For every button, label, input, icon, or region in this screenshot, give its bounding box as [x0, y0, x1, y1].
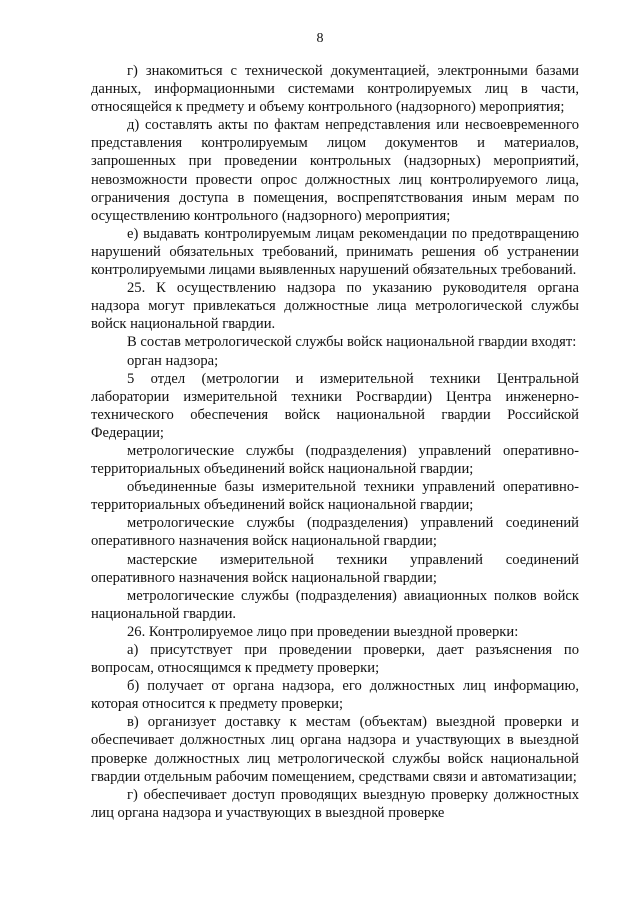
paragraph: г) обеспечивает доступ проводящих выездную проверку должностных лиц органа надзора и участвующих в выездной проверке [91, 786, 579, 821]
paragraph: 26. Контролируемое лицо при проведении выездной проверки: [127, 623, 519, 640]
paragraph: а) присутствует при проведении проверки, дает разъяснения по вопросам, относящимся к предмету проверки; [91, 642, 579, 677]
paragraph: е) выдавать контролируемым лицам рекомендации по предотвращению нарушений обязательных требований, принимать решения об устранении контролируемыми лицами выявленных нарушений обязательных требований. [91, 225, 579, 279]
paragraph: В состав метрологической службы войск национальной гвардии входят: [127, 334, 577, 351]
paragraph: орган надзора; [127, 352, 219, 369]
paragraph: б) получает от органа надзора, его должностных лиц информацию, которая относится к предмету проверки; [91, 678, 579, 713]
paragraph: 5 отдел (метрологии и измерительной техники Центральной лаборатории измерительной техники Росгвардии) Центра инженерно-технического обеспечения войск национальной гвардии Российской Федерации; [91, 370, 579, 441]
paragraph: мастерские измерительной техники управлений соединений оперативного назначения войск национальной гвардии; [91, 551, 579, 586]
page-number: 8 [316, 31, 324, 46]
paragraph: метрологические службы (подразделения) авиационных полков войск национальной гвардии. [91, 587, 579, 622]
paragraph: д) составлять акты по фактам непредставления или несвоевременного представления контролируемым лицом документов и материалов, запрошенных при проведении контрольных (надзорных) мероприятий, невозможности провести опрос должностных лиц контролируемого лица, ограничения доступа в помещения, воспрепятствования иным мерам по осуществлению контрольного (надзорного) мероприятия; [91, 117, 579, 224]
paragraph: метрологические службы (подразделения) управлений оперативно-территориальных объединений войск национальной гвардии; [91, 442, 579, 478]
paragraph: в) организует доставку к местам (объектам) выездной проверки и обеспечивает должностных лиц органа надзора и участвующих в выездной проверке должностных лиц метрологической службы войск национальной гвардии отдельным рабочим помещением, средствами связи и автоматизации; [91, 714, 579, 785]
paragraph: метрологические службы (подразделения) управлений соединений оперативного назначения войск национальной гвардии; [91, 515, 579, 550]
paragraph: 25. К осуществлению надзора по указанию руководителя органа надзора могут привлекаться должностные лица метрологической службы войск национальной гвардии. [91, 280, 579, 333]
paragraph: объединенные базы измерительной техники управлений оперативно-территориальных объединений войск национальной гвардии; [91, 479, 579, 514]
paragraph: г) знакомиться с технической документацией, электронными базами данных, информационными системами контролируемых лиц в части, относящейся к предмету и объему контрольного (надзорного) мероприятия; [91, 63, 579, 116]
document-body [91, 62, 579, 822]
